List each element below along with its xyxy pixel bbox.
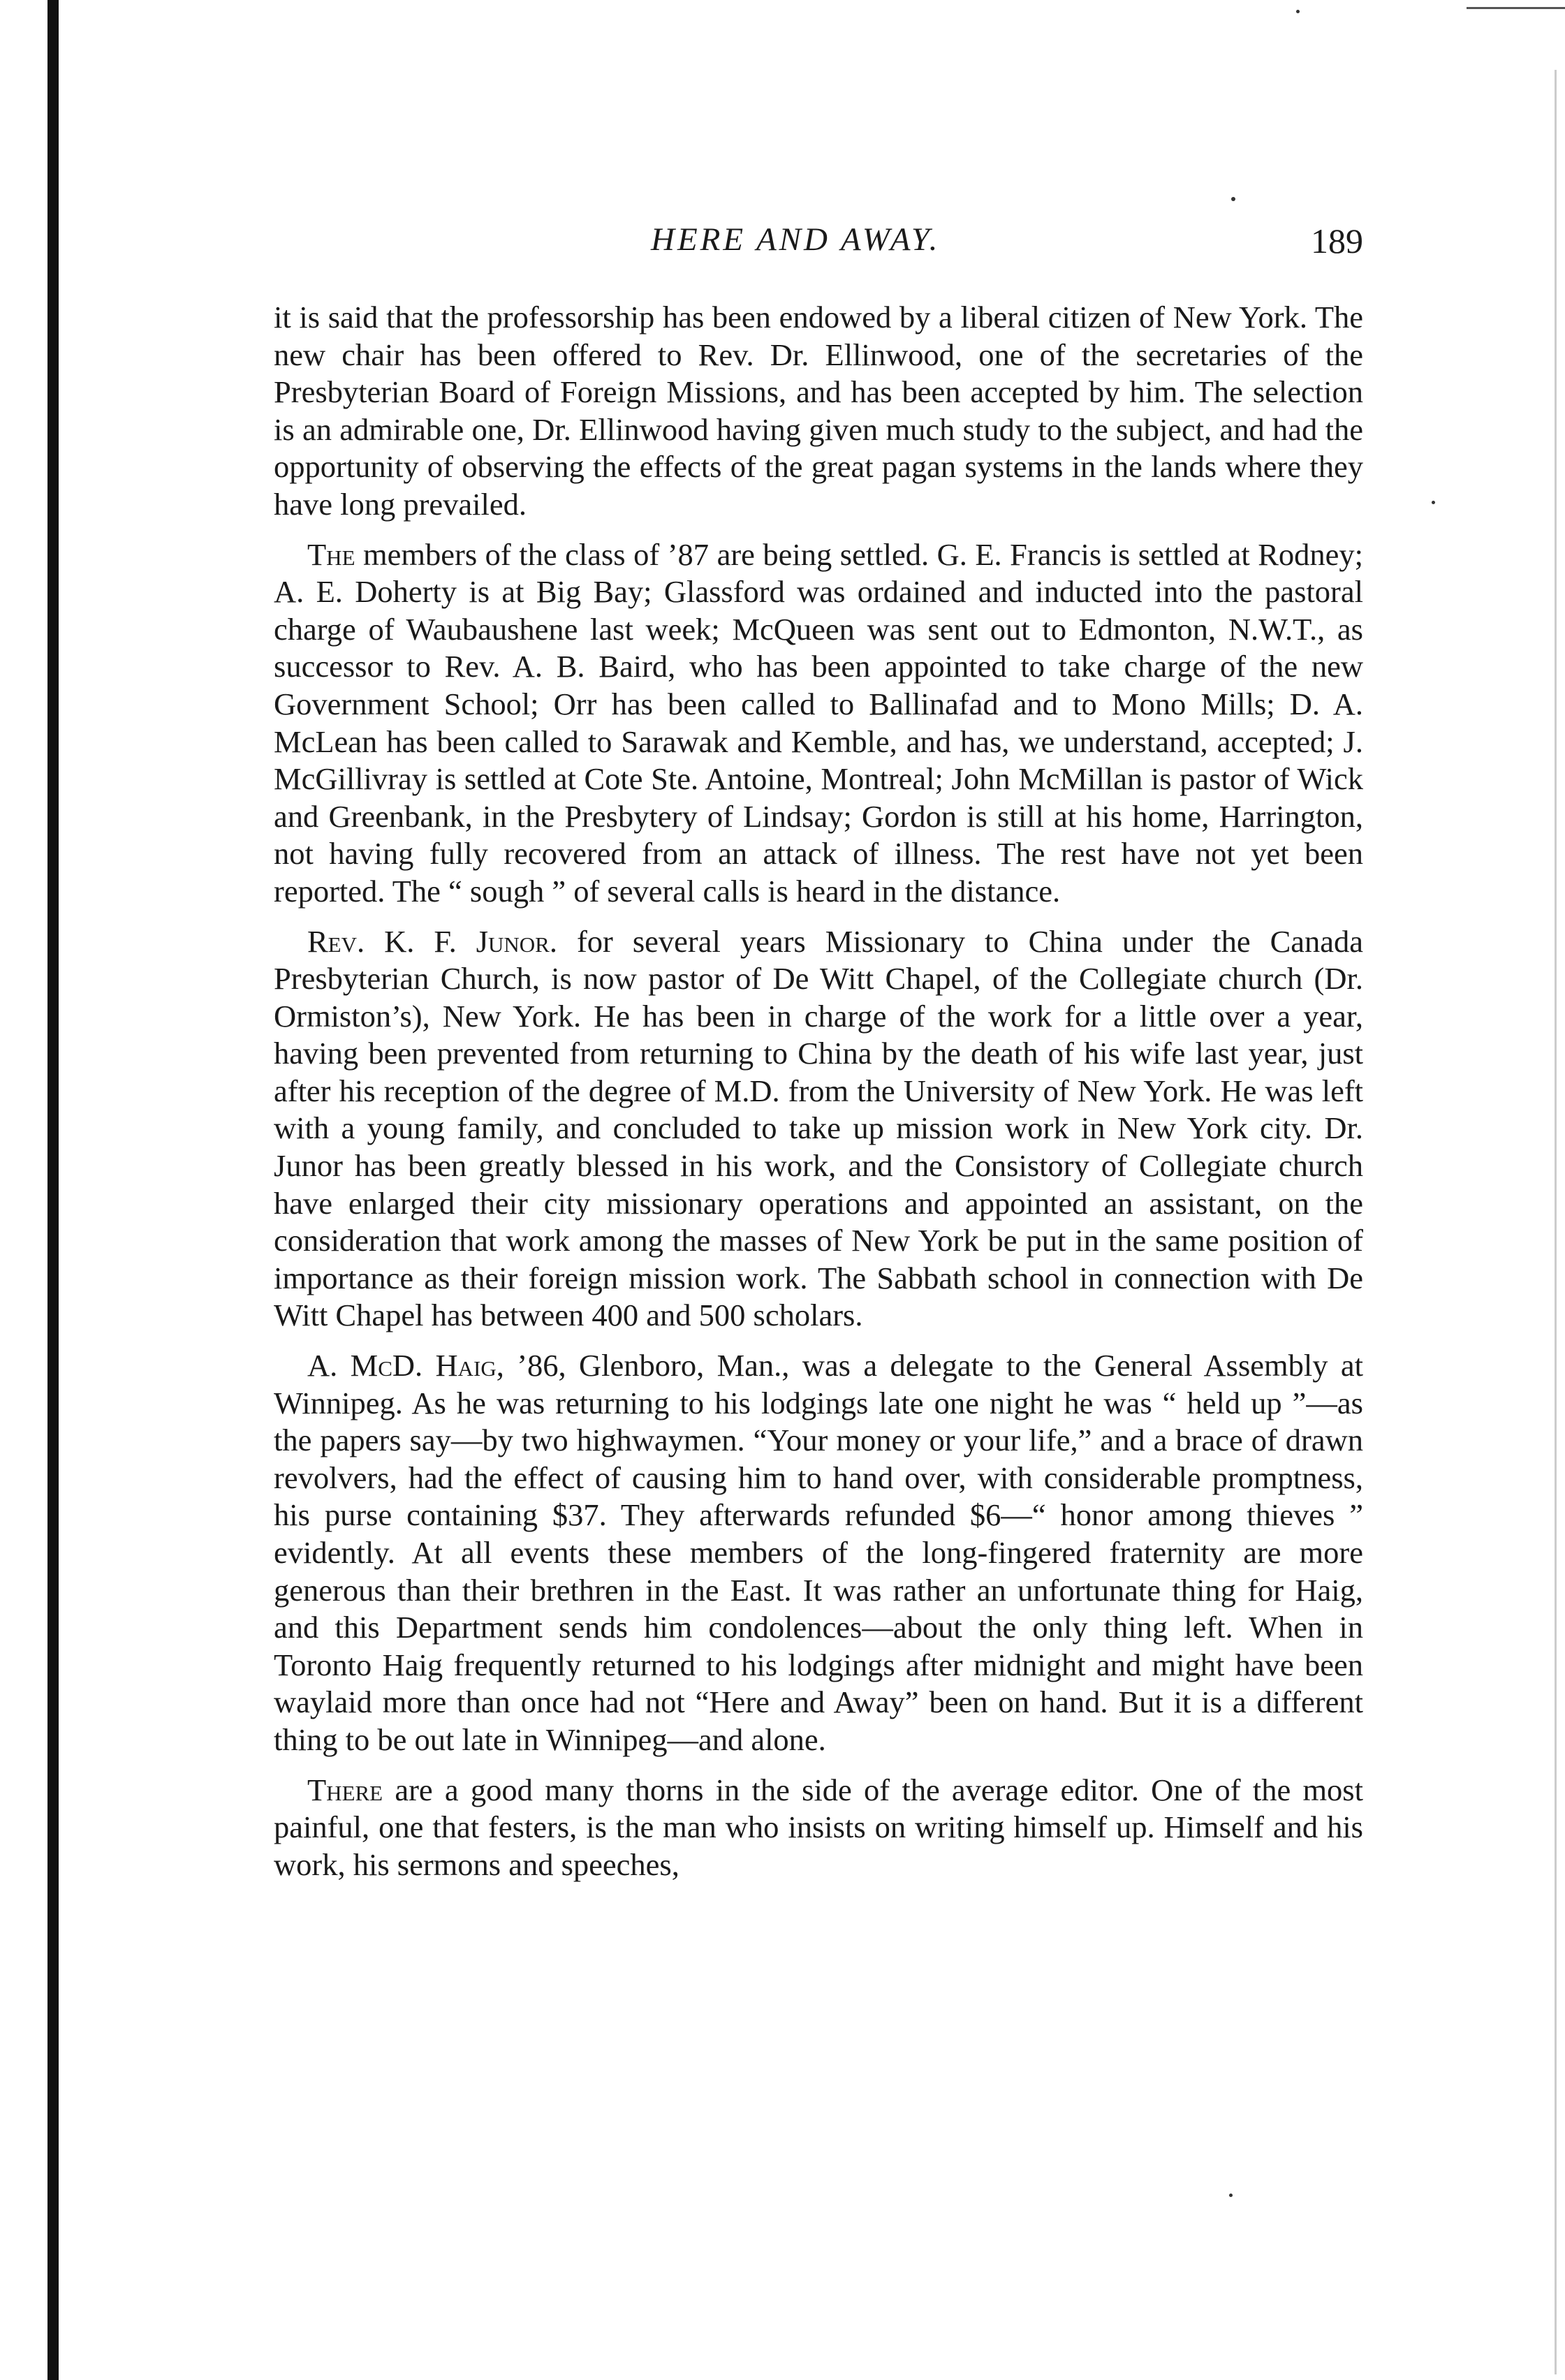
paragraph-text: for several years Missionary to China under the Canada Presbyterian Church, is now pastor of De Witt Chapel, of the Collegiate church (Dr. Ormiston’s), New York. He has been in charge of the work for a little over a year, having been prevented from returning to China by the death of his wife last year, just after his reception of the degree of M.D. from the University of New York. He was left with a young family, and concluded to take up mission work in New York city. Dr. Junor has been greatly blessed in his work, and the Consistory of Collegiate church have enlarged their city missionary operations and appointed an assistant, on the consideration that work among the masses of New York be put in the same position of importance as their foreign mission work. The Sabbath school in connection with De Witt Chapel has between 400 and 500 scholars.: [274, 923, 1364, 1333]
paragraph-junor: [274, 923, 1363, 1335]
paragraph-lead: Rev. K. F. Junor.: [307, 923, 557, 959]
scan-speck: [1231, 197, 1235, 201]
article-body: [274, 299, 1363, 1896]
paragraph-haig: [274, 1347, 1363, 1759]
page-number: 189: [1311, 221, 1363, 260]
paragraph-text: are a good many thorns in the side of the average editor. One of the most painful, one that festers, is the man who insists on writing himself up. Himself and his work, his sermons and speeches,: [274, 1772, 1363, 1882]
scan-right-edge: [1555, 70, 1557, 2374]
scan-speck: [1229, 2194, 1233, 2197]
paragraph-editor-thorns: [274, 1772, 1363, 1884]
paragraph-professorship: [274, 299, 1363, 524]
paragraph-text: members of the class of ’87 are being settled. G. E. Francis is settled at Rodney; A. E. Doherty is at Big Bay; Glassford was ordained and inducted into the pastoral charge of Waubaushene last week; McQueen was sent out to Edmonton, N.W.T., as successor to Rev. A. B. Baird, who has been appointed to take charge of the new Government School; Orr has been called to Ballinafad and to Mono Mills; D. A. McLean has been called to Sarawak and Kemble, and has, we understand, accepted; J. McGillivray is settled at Cote Ste. Antoine, Montreal; John McMillan is pastor of Wick and Greenbank, in the Presbytery of Lindsay; Gordon is still at his home, Harrington, not having fully recovered from an attack of illness. The rest have not yet been reported. The “ sough ” of several calls is heard in the distance.: [274, 536, 1363, 909]
paragraph-text: it is said that the professorship has been endowed by a liberal citizen of New York. The new chair has been offered to Rev. Dr. Ellinwood, one of the secretaries of the Presbyterian Board of Foreign Missions, and has been accepted by him. The selection is an admirable one, Dr. Ellinwood having given much study to the subject, and had the opportunity of observing the effects of the great pagan systems in the lands where they have long prevailed.: [274, 300, 1363, 522]
paragraph-lead: There: [307, 1772, 383, 1807]
paragraph-lead: A. McD. Haig,: [307, 1348, 504, 1383]
running-head: HERE AND AWAY.: [651, 221, 941, 258]
scan-speck: [1296, 10, 1300, 13]
scan-top-rule: [1467, 7, 1565, 9]
paragraph-lead: The: [307, 536, 355, 572]
scan-speck: [1432, 501, 1435, 504]
page-header: [274, 221, 1363, 284]
paragraph-text: ’86, Glenboro, Man., was a delegate to the General Assembly at Winnipeg. As he was returning to his lodgings late one night he was “ held up ”—as the papers say—by two highwaymen. “Your money or your life,” and a brace of drawn revolvers, had the effect of causing him to hand over, with considerable promptness, his purse containing $37. They afterwards refunded $6—“ honor among thieves ” evidently. At all events these members of the long-fingered fraternity are more generous than their brethren in the East. It was rather an unfortunate thing for Haig, and this Department sends him condolences—about the only thing left. When in Toronto Haig frequently returned to his lodgings after midnight and might have been waylaid more than once had not “Here and Away” been on hand. But it is a different thing to be out late in Winnipeg—and alone.: [274, 1348, 1363, 1757]
paragraph-class-of-87: [274, 536, 1363, 911]
scan-binding-edge: [47, 0, 59, 2380]
